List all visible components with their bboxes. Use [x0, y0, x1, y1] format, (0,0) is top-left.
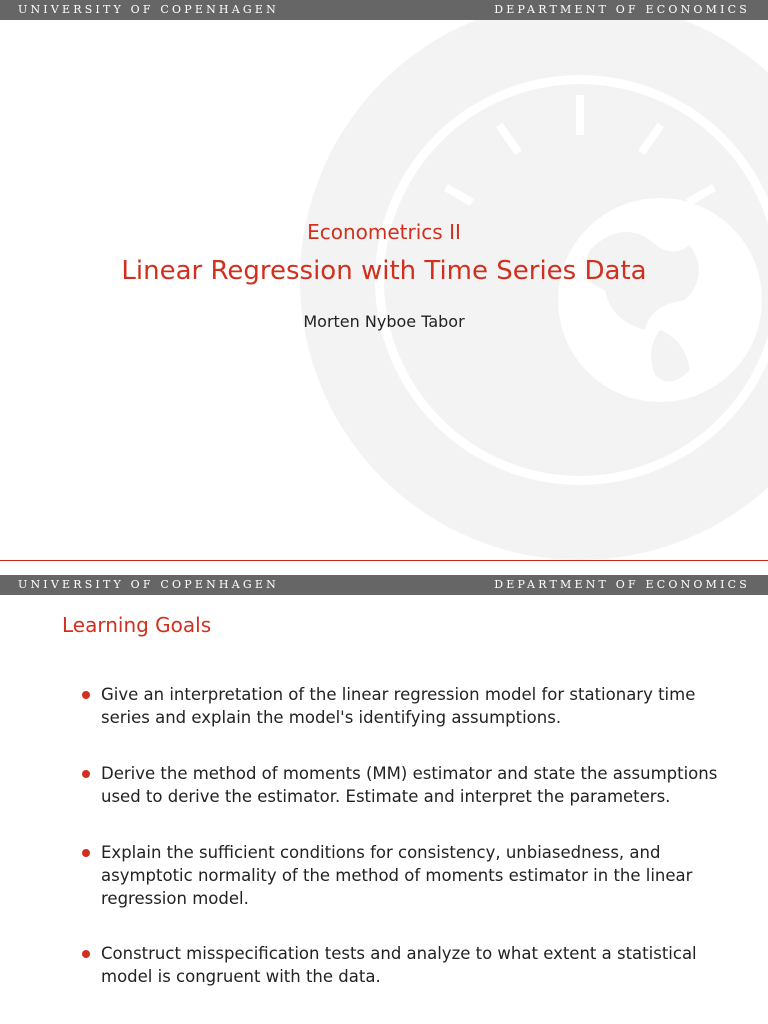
bullet-icon [82, 849, 90, 857]
learning-goals-slide [0, 595, 768, 1024]
university-seal-watermark [300, 20, 768, 560]
header-band-top [0, 0, 768, 20]
author-name: Morten Nyboe Tabor [303, 312, 465, 331]
goals-list [80, 683, 720, 1021]
goal-text: Derive the method of moments (MM) estimator and state the assumptions used to derive the estimator. Estimate and interpret the parameters. [101, 764, 718, 806]
header-band-slide-2 [0, 575, 768, 595]
goal-text: Construct misspecification tests and analyze to what extent a statistical model is congruent with the data. [101, 944, 697, 986]
title-slide [0, 20, 768, 560]
department-name: DEPARTMENT OF ECONOMICS [494, 578, 750, 591]
goal-text: Explain the sufficient conditions for consistency, unbiasedness, and asymptotic normality of the method of moments estimator in the linear regression model. [101, 843, 693, 908]
bullet-icon [82, 950, 90, 958]
course-name: Econometrics II [307, 220, 461, 244]
presentation-title: Linear Regression with Time Series Data [121, 256, 647, 286]
university-name: UNIVERSITY OF COPENHAGEN [18, 3, 279, 16]
bullet-icon [82, 770, 90, 778]
goal-item [80, 841, 720, 910]
goal-item [80, 683, 720, 729]
department-name: DEPARTMENT OF ECONOMICS [494, 3, 750, 16]
slide-gap [0, 561, 768, 575]
goal-text: Give an interpretation of the linear regression model for stationary time series and explain the model's identifying assumptions. [101, 685, 696, 727]
goal-item [80, 762, 720, 808]
bullet-icon [82, 691, 90, 699]
goal-item [80, 942, 720, 988]
university-name: UNIVERSITY OF COPENHAGEN [18, 578, 279, 591]
frame-title: Learning Goals [62, 613, 212, 637]
